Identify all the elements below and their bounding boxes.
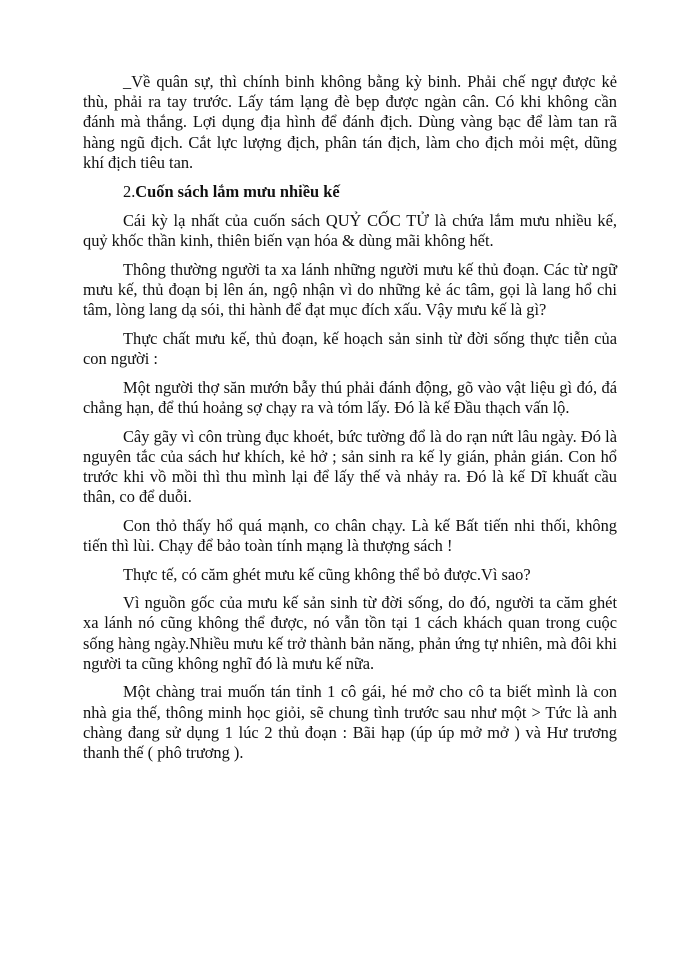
section-title: Cuốn sách lắm mưu nhiều kế — [135, 182, 340, 202]
paragraph-military-strategy: _Về quân sự, thì chính binh không bằng kỳ binh. Phải chế ngự được kẻ thù, phải ra tay trước. Lấy tám lạng đè bẹp được ngàn cân. Có khi không cần đánh mà thắng. Lợi dụng địa hình để đánh địch. Dùng vàng bạc để làm tan rã hàng ngũ địch. Cắt lực lượng địch, phân tán địch, làm cho địch mỏi mệt, dũng khí địch tiêu tan. — [83, 72, 617, 172]
paragraph: Thông thường người ta xa lánh những người mưu kế thủ đoạn. Các từ ngữ mưu kế, thủ đoạn bị lên án, ngộ nhận vì do những kẻ ác tâm, gọi là lang hổ chi tâm, lòng lang dạ sói, thi hành để đạt mục đích xấu. Vậy mưu kế là gì? — [83, 260, 617, 320]
section-number: 2. — [123, 182, 136, 202]
paragraph: Thực chất mưu kế, thủ đoạn, kế hoạch sản sinh từ đời sống thực tiễn của con người : — [83, 329, 617, 369]
paragraph: Cái kỳ lạ nhất của cuốn sách QUỶ CỐC TỬ là chứa lắm mưu nhiều kế, quỷ khốc thần kinh, thiên biến vạn hóa & dùng mãi không hết. — [83, 211, 617, 251]
paragraph: Một người thợ săn mướn bẫy thú phải đánh động, gõ vào vật liệu gì đó, đá chẳng hạn, để thú hoảng sợ chạy ra và tóm lấy. Đó là kế Đầu thạch vấn lộ. — [83, 377, 617, 418]
paragraph: Con thỏ thấy hổ quá mạnh, co chân chạy. Là kế Bất tiến nhi thối, không tiến thì lùi. Chạy để bảo toàn tính mạng là thượng sách ! — [83, 515, 617, 556]
paragraph: Thực tế, có căm ghét mưu kế cũng không thể bỏ được.Vì sao? — [123, 564, 531, 584]
section-heading — [83, 182, 617, 202]
paragraph: Một chàng trai muốn tán tỉnh 1 cô gái, hé mở cho cô ta biết mình là con nhà gia thế, thông minh học giỏi, sẽ chung tình trước sau như một > Tức là anh chàng đang sử dụng 1 lúc 2 thủ đoạn : Bãi hạp (úp úp mở mở ) và Hư trương thanh thế ( phô trương ). — [83, 682, 617, 763]
paragraph: Vì nguồn gốc của mưu kế sản sinh từ đời sống, do đó, người ta căm ghét xa lánh nó cũng không thể được, nó vẫn tồn tại 1 cách khách quan trong cuộc sống hàng ngày.Nhiều mưu kế trở thành bản năng, phản ứng tự nhiên, mà đôi khi người ta cũng không nghĩ đó là mưu kế nữa. — [83, 593, 617, 673]
paragraph: Cây gãy vì côn trùng đục khoét, bức tường đổ là do rạn nứt lâu ngày. Đó là nguyên tắc của sách hư khích, kẻ hở ; sản sinh ra kế ly gián, phản gián. Con hổ trước khi vồ mồi thì thu mình lại để lấy thế và nhảy ra. Đó là kế Dĩ khuất cầu thân, co để duỗi. — [83, 426, 617, 507]
document-page — [83, 72, 617, 772]
